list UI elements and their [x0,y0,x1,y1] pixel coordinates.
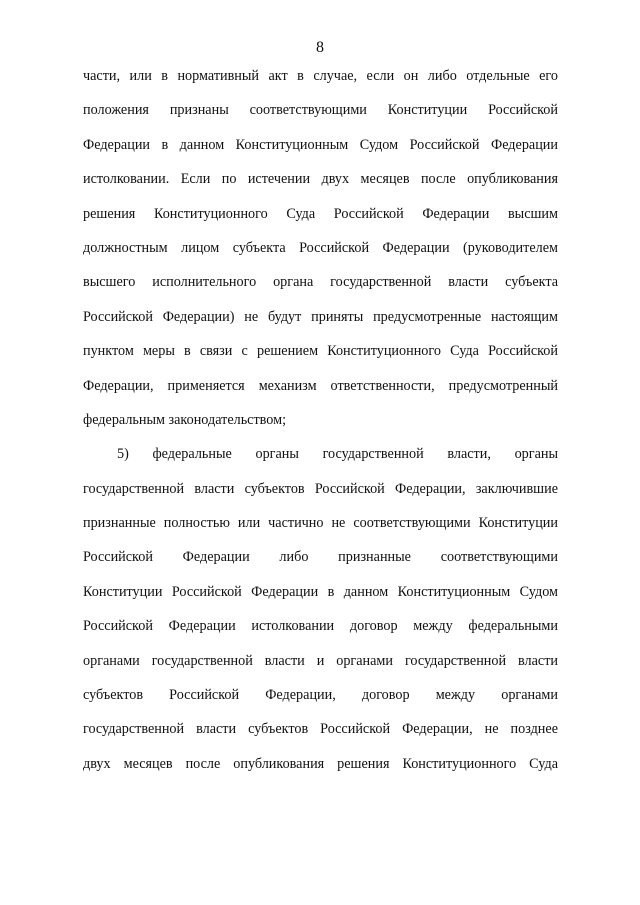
text-line: Российской Федерации) не будут приняты предусмотренные настоящим [83,308,558,325]
text-line: Российской Федерации истолковании договор между федеральными [83,618,558,635]
text-line: должностным лицом субъекта Российской Федерации (руководителем [83,239,558,256]
text-line: Федерации в данном Конституционным Судом Российской Федерации [83,136,558,153]
body-text [83,59,558,781]
text-line: Конституции Российской Федерации в данном Конституционным Судом [83,583,558,600]
text-line: государственной власти субъектов Российской Федерации, заключившие [83,480,558,497]
text-line: решения Конституционного Суда Российской Федерации высшим [83,205,558,222]
text-line: органами государственной власти и органами государственной власти [83,652,558,669]
text-line: пунктом меры в связи с решением Конституционного Суда Российской [83,343,558,360]
text-line: истолковании. Если по истечении двух месяцев после опубликования [83,171,558,188]
text-line: положения признаны соответствующими Конституции Российской [83,102,558,119]
text-line: части, или в нормативный акт в случае, если он либо отдельные его [83,68,558,84]
text-line: высшего исполнительного органа государственной власти субъекта [83,274,558,291]
text-line: субъектов Российской Федерации, договор между органами [83,687,558,704]
text-line: признанные полностью или частично не соответствующими Конституции [83,515,558,532]
text-line: государственной власти субъектов Российской Федерации, не позднее [83,721,558,738]
paragraph-2 [83,437,558,781]
text-line: 5) федеральные органы государственной власти, органы [117,446,558,463]
page-number: 8 [316,39,324,56]
text-line: федеральным законодательством; [83,411,287,428]
text-line: Федерации, применяется механизм ответственности, предусмотренный [83,377,558,394]
text-line: двух месяцев после опубликования решения Конституционного Суда [83,755,558,772]
text-line: Российской Федерации либо признанные соответствующими [83,549,558,566]
paragraph-1 [83,59,558,437]
